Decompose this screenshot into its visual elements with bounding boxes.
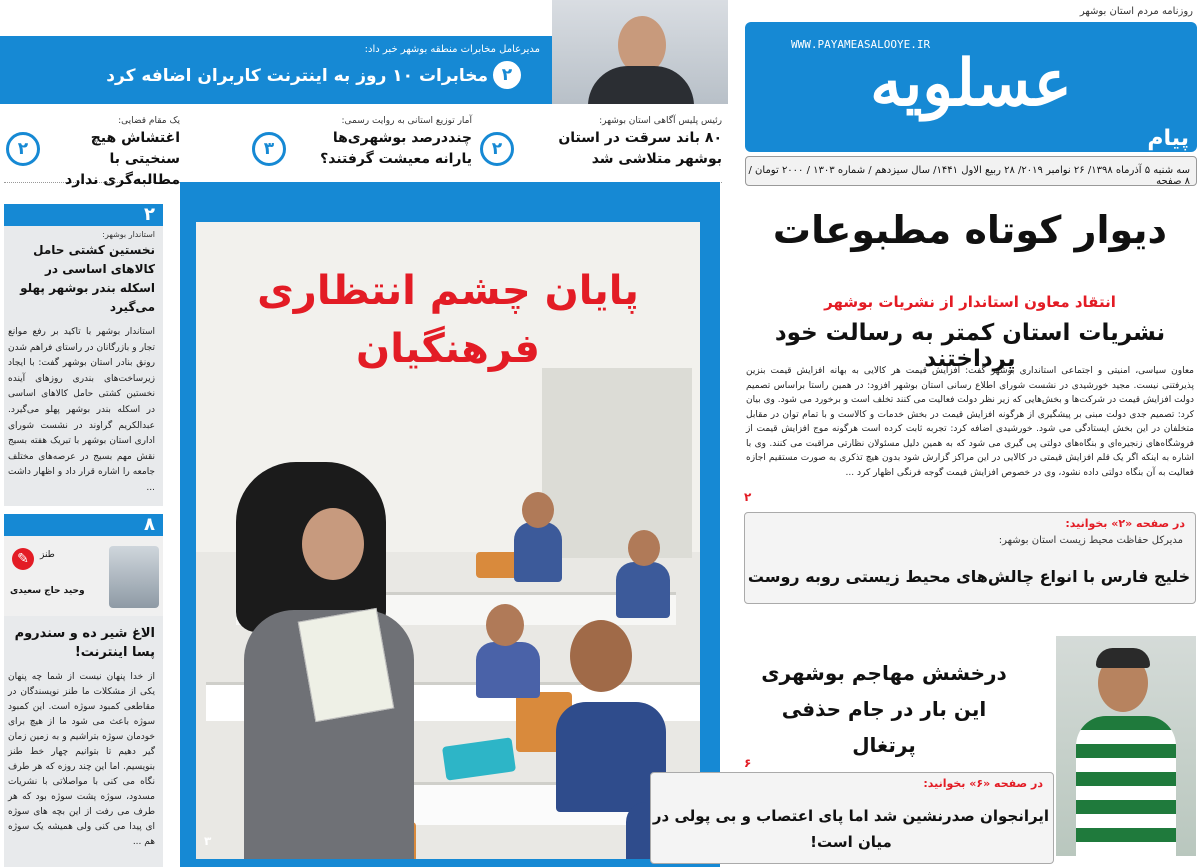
page-number-badge: ۳ bbox=[252, 132, 286, 166]
read-inside-box-sport[interactable] bbox=[650, 772, 1054, 864]
lead-kicker: انتقاد معاون استاندار از نشریات بوشهر bbox=[824, 293, 1116, 311]
website-url[interactable]: WWW.PAYAMEASALOOYE.IR bbox=[791, 38, 931, 51]
page-number-badge: ۶ bbox=[744, 756, 752, 770]
teaser-subsidy[interactable] bbox=[238, 116, 472, 183]
read-inside-label: در صفحه «۶» بخوانید: bbox=[923, 777, 1043, 790]
columnist-header bbox=[4, 536, 163, 616]
column-title[interactable]: الاغ شیر ده و سندروم پسا اینترنت! bbox=[14, 626, 155, 660]
feature-headline[interactable]: پایان چشم انتظاری فرهنگیان bbox=[257, 268, 639, 372]
masthead-tagline: روزنامه مردم استان بوشهر bbox=[1079, 6, 1193, 17]
left-news-title[interactable]: نخستین کشتی حامل کالاهای اساسی در اسکله بندر بوشهر پهلو می‌گیرد bbox=[20, 243, 155, 314]
teaser-title[interactable]: ۸۰ باند سرقت در استان بوشهر متلاشی شد bbox=[558, 130, 722, 167]
lead-body-text: معاون سیاسی، امنیتی و اجتماعی استانداری بوشهر گفت: افزایش قیمت هر کالایی به بهانه افزایش قیمت بنزین پذیرفتنی نیست. مجید خورشیدی در نشست شورای اطلاع رسانی استان بوشهر افزود: در همین راستا براساس تصمیم دولت افزایش قیمت در شرکت‌ها و بخش‌هایی که زیر نظر دولت فعالیت می کنند تخلف است و برخورد می شود. وی بیان کرد: تصمیم جدی دولت مبنی بر پیشگیری از هرگونه افزایش قیمت در بخش خدمات و کالاست و با تمام توان در مقابل متخلفان در این بخش ایستادگی می شود. خورشیدی اضافه کرد: تجربه ثابت کرده است هرگونه موج افزایش قیمت از فروشگاه‌های زنجیره‌ای و بنگاه‌های دولتی پی گیری می شود که به همین دلیل مسئولان نظارتی مراقبت می کنند. وی با اشاره به اینکه اگر یک قلم افزایش قیمتی در کالایی در این مراکز گزارش شود بدون هیچ تذکری به صورت مستقیم اجازه فعالیت به آن بنگاه دولتی داده نشود، وی در خصوص افزایش قیمت گوجه فرنگی اظهار کرد ... bbox=[746, 366, 1194, 478]
read-inside-kicker: مدیرکل حفاظت محیط زیست استان بوشهر: bbox=[998, 535, 1183, 546]
official-portrait-photo bbox=[552, 0, 728, 104]
teaser-title[interactable]: اغتشاش هیچ سنخیتی با مطالبه‌گری ندارد bbox=[65, 130, 180, 188]
page-number-badge: ۲ bbox=[490, 58, 524, 92]
top-banner-kicker: مدیرعامل مخابرات منطقه بوشهر خبر داد: bbox=[364, 44, 540, 55]
author-name: وحید حاج سعیدی bbox=[10, 586, 85, 596]
page-number-badge: ۸ bbox=[4, 514, 163, 536]
author-photo bbox=[109, 546, 159, 608]
page-number-badge: ۲ bbox=[480, 132, 514, 166]
lead-headline[interactable]: دیوار کوتاه مطبوعات bbox=[772, 208, 1168, 252]
left-news-kicker: استاندار بوشهر: bbox=[102, 230, 155, 239]
lead-subtitle[interactable]: نشریات استان کمتر به رسالت خود پرداختند bbox=[774, 320, 1166, 372]
masthead bbox=[745, 6, 1197, 186]
teaser-police[interactable] bbox=[478, 116, 722, 183]
top-banner-headline[interactable]: مخابرات ۱۰ روز به اینترنت کاربران اضافه کرد bbox=[106, 66, 488, 86]
teaser-kicker: آمار توزیع استانی به روایت رسمی: bbox=[341, 116, 472, 126]
left-column bbox=[4, 204, 163, 867]
column-body: از خدا پنهان نیست از شما چه پنهان یکی از مشکلات ما طنز نویسندگان در مقاطعی کمبود سوژه است. این کمبود سوژه باعث می شود ما از هیچ برای خودمان سوژه بتراشیم و به زمین زمان گیر دهیم تا بتوانیم چهار خط طنز بنویسیم. اما این چند روزه که هر طرف نگاه می کنی با مواصلاتی با نشریات مسدود، سوژه پشت سوژه بود که هر طرف می رفت از این بچه های سوژه ای پیدا می کنی ولی همیشه یک سوژه هم ... bbox=[8, 672, 155, 847]
sport-headline[interactable]: درخشش مهاجم بوشهری این بار در جام حذفی پرتغال bbox=[761, 661, 1007, 757]
top-news-banner[interactable] bbox=[0, 36, 552, 104]
teaser-judiciary[interactable] bbox=[4, 116, 180, 188]
football-player-photo bbox=[1056, 636, 1196, 856]
read-inside-title[interactable]: خلیج فارس با انواع چالش‌های محیط زیستی روبه روست bbox=[747, 567, 1191, 586]
read-inside-box-environment[interactable] bbox=[744, 512, 1196, 604]
left-column-box[interactable] bbox=[4, 514, 163, 867]
page-number-badge: ۲ bbox=[744, 490, 752, 504]
page-number-badge: ۲ bbox=[4, 204, 163, 226]
column-name: طنز bbox=[40, 550, 55, 560]
satire-logo-icon: ✎ bbox=[12, 548, 34, 570]
logo-wordmark: عسلویه bbox=[870, 46, 1072, 121]
logo-subword: پیام bbox=[1147, 126, 1189, 151]
issue-info: سه شنبه ۵ آذرماه ۱۳۹۸/ ۲۶ نوامبر ۲۰۱۹/ ۲۸ ربیع الاول ۱۴۴۱/ سال سیزدهم / شماره ۱۳۰۳ / ۲۰۰۰ تومان / ۸ صفحه bbox=[745, 156, 1197, 186]
teaser-title[interactable]: چنددرصد بوشهری‌ها یارانه معیشت گرفتند؟ bbox=[320, 130, 472, 167]
left-news-box[interactable] bbox=[4, 204, 163, 506]
teaser-kicker: یک مقام قضایی: bbox=[118, 116, 180, 126]
page-number-badge: ۲ bbox=[6, 132, 40, 166]
read-inside-title[interactable]: ایرانجوان صدرنشین شد اما پای اعتصاب و بی پولی در میان است! bbox=[652, 807, 1050, 851]
left-news-body: استاندار بوشهر با تاکید بر رفع موانع تجار و بازرگانان در راستای فراهم شدن رونق بنادر استان بوشهر گفت: با ایجاد زیرساخت‌های بندری روزهای آینده نخستین کشتی حامل کالاهای اساسی در اسکله بندر بوشهر پهلو می‌گیرد. عبدالکریم گراوند در نشست شورای اداری استان بوشهر با تبریک هفته بسیج نقش مهم بسیج در عرصه‌های مختلف جامعه را اشاره قرار داد و اظهار داشت ... bbox=[8, 327, 155, 493]
teaser-kicker: رئیس پلیس آگاهی استان بوشهر: bbox=[599, 116, 722, 126]
newspaper-logo[interactable] bbox=[745, 22, 1197, 152]
classroom-photo[interactable] bbox=[196, 222, 700, 859]
read-inside-label: در صفحه «۲» بخوانید: bbox=[1065, 517, 1185, 530]
page-number-badge: ۳ bbox=[204, 834, 212, 848]
